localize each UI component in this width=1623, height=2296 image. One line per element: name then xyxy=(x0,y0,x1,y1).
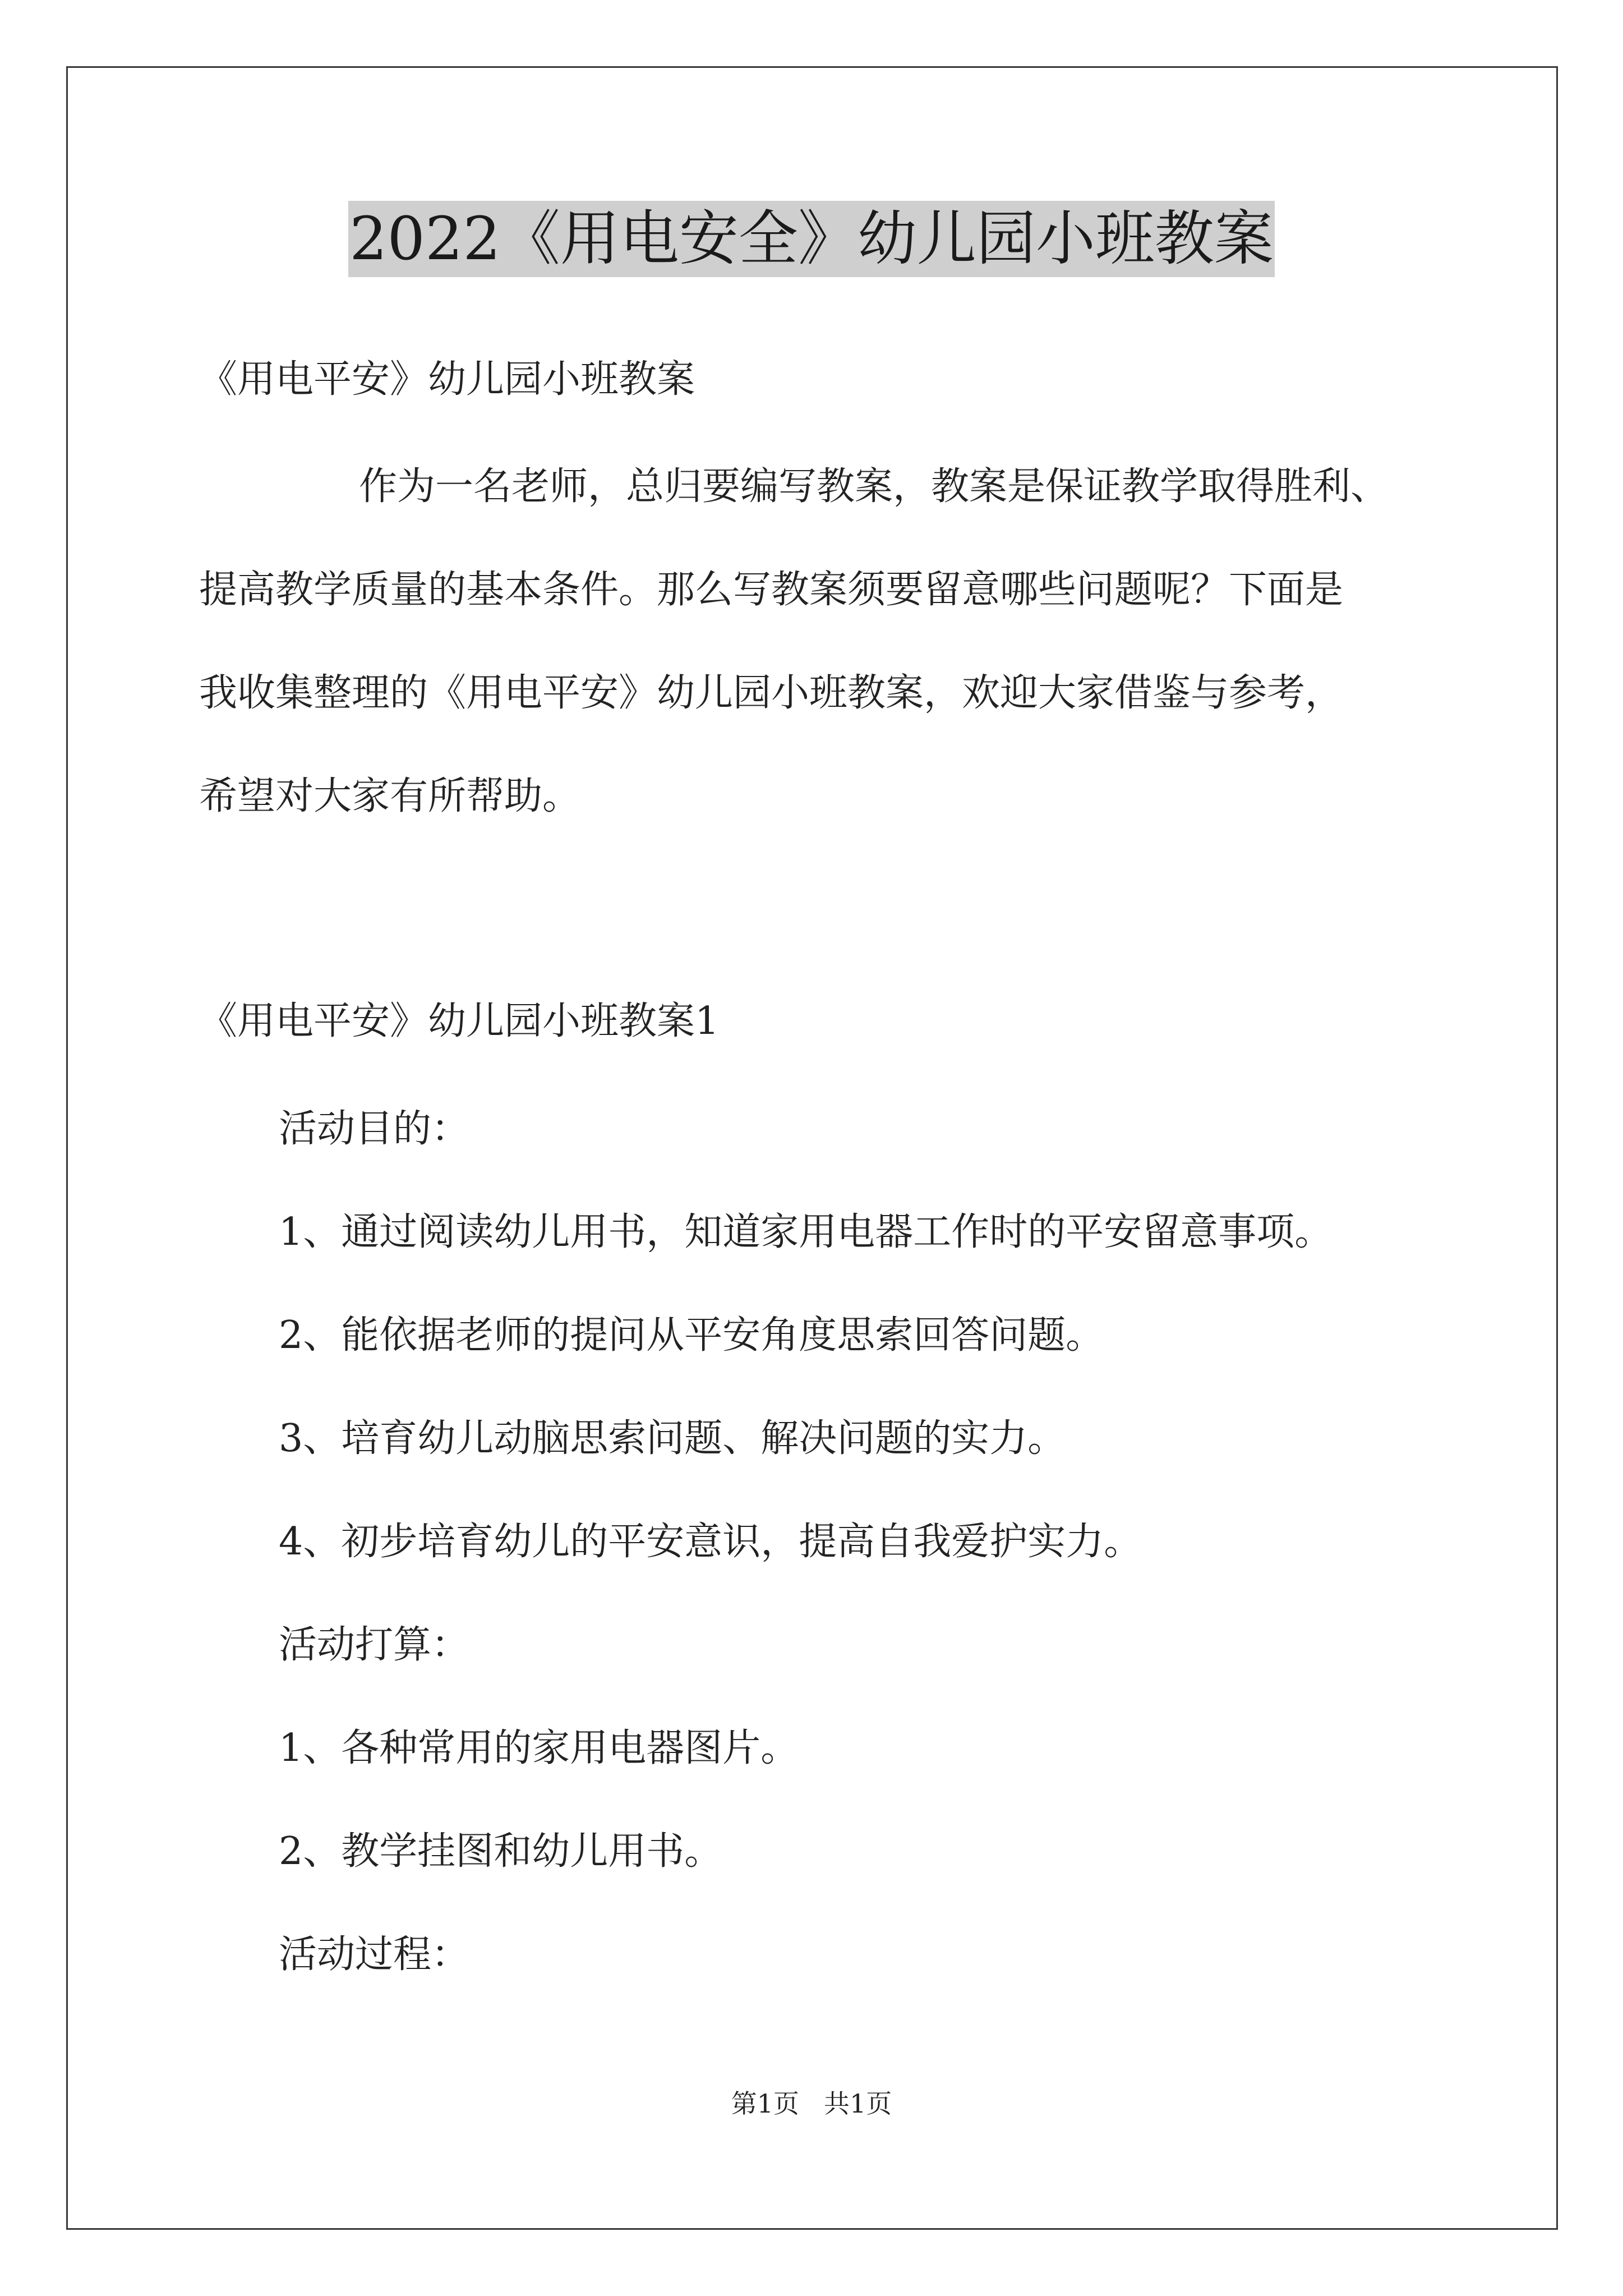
goal-item-2: 2、能依据老师的提问从平安角度思索回答问题。 xyxy=(279,1313,1104,1358)
goal-item-3: 3、培育幼儿动脑思索问题、解决问题的实力。 xyxy=(279,1416,1066,1461)
goal-item-4: 4、初步培育幼儿的平安意识，提高自我爱护实力。 xyxy=(279,1520,1142,1564)
prep-item-1: 1、各种常用的家用电器图片。 xyxy=(279,1726,799,1770)
document-title: 2022《用电安全》幼儿园小班教案 xyxy=(348,201,1275,277)
page-number-total: 共1页 xyxy=(823,2088,892,2119)
title-container xyxy=(0,201,1623,277)
intro-line-1: 作为一名老师，总归要编写教案，教案是保证教学取得胜利、 xyxy=(359,464,1389,509)
section-heading: 《用电平安》幼儿园小班教案1 xyxy=(199,999,720,1043)
document-subtitle: 《用电平安》幼儿园小班教案 xyxy=(199,357,695,402)
intro-line-3: 我收集整理的《用电平安》幼儿园小班教案，欢迎大家借鉴与参考， xyxy=(199,671,1344,715)
intro-line-4: 希望对大家有所帮助。 xyxy=(199,774,581,818)
goal-item-1: 1、通过阅读幼儿用书，知道家用电器工作时的平安留意事项。 xyxy=(279,1210,1333,1254)
prep-item-2: 2、教学挂图和幼儿用书。 xyxy=(279,1829,723,1874)
intro-line-2: 提高教学质量的基本条件。那么写教案须要留意哪些问题呢？下面是 xyxy=(199,568,1344,612)
page-footer xyxy=(0,2087,1623,2120)
process-heading: 活动过程： xyxy=(279,1932,470,1977)
prep-heading: 活动打算： xyxy=(279,1623,470,1667)
page-number-current: 第1页 xyxy=(731,2088,800,2119)
goals-heading: 活动目的： xyxy=(279,1107,470,1151)
